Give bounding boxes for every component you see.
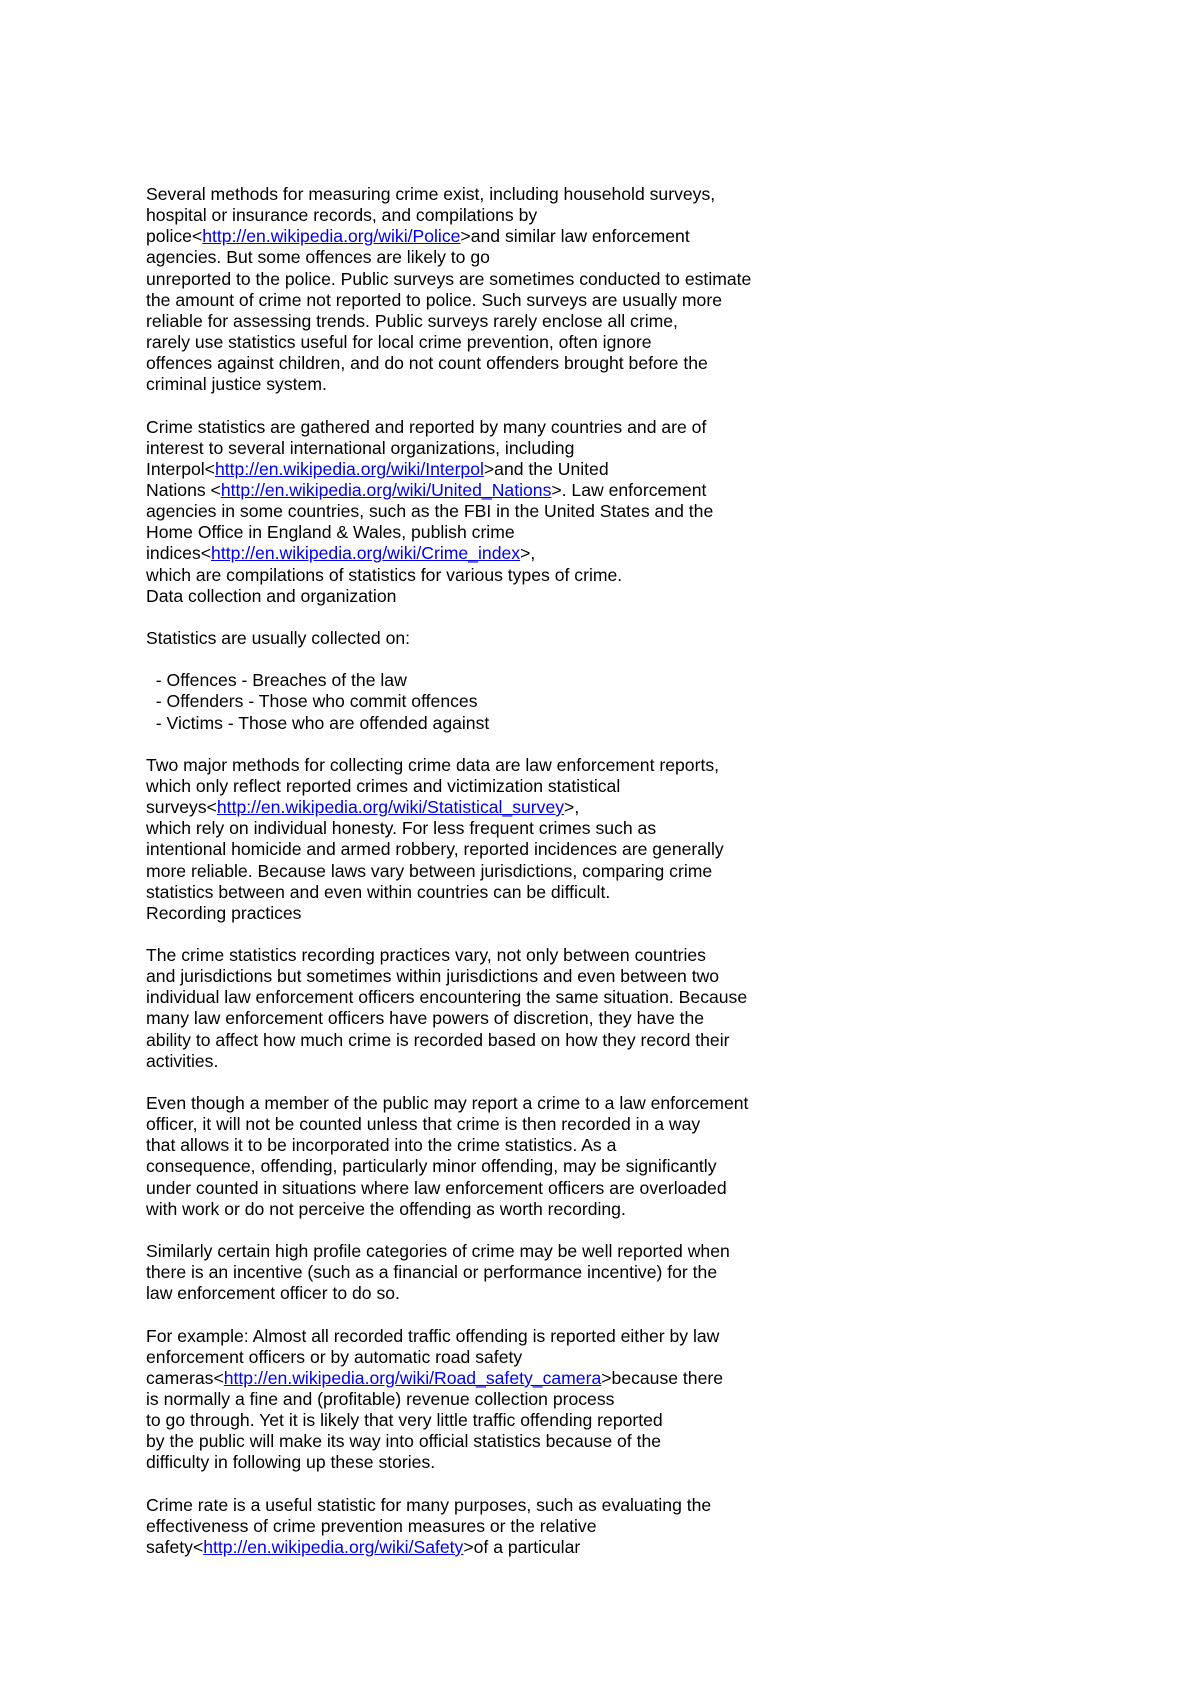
- text-segment: and jurisdictions but sometimes within jurisdictions and even between two: [146, 966, 720, 987]
- text-segment: activities.: [146, 1050, 219, 1071]
- text-segment: >of a particular: [463, 1537, 581, 1557]
- text-segment: - Victims - Those who are offended against: [146, 712, 490, 733]
- blank-line: [146, 1072, 826, 1093]
- text-segment: Similarly certain high profile categories of crime may be well reported when: [146, 1241, 730, 1262]
- text-segment: Recording practices: [146, 902, 302, 923]
- hyperlink[interactable]: http://en.wikipedia.org/wiki/Crime_index: [211, 543, 521, 564]
- text-line: [146, 459, 826, 480]
- text-segment: indices<: [146, 543, 212, 564]
- text-segment: >,: [564, 797, 580, 818]
- text-line: [146, 670, 826, 691]
- text-segment: rarely use statistics useful for local crime prevention, often ignore: [146, 331, 652, 352]
- text-line: [146, 1262, 826, 1283]
- text-segment: >. Law enforcement: [551, 479, 707, 500]
- text-line: [146, 861, 826, 882]
- text-segment: hospital or insurance records, and compilations by: [146, 205, 538, 226]
- text-line: [146, 1389, 826, 1410]
- text-line: [146, 543, 826, 564]
- blank-line: [146, 1474, 826, 1495]
- text-segment: police<: [146, 226, 203, 247]
- text-segment: agencies in some countries, such as the FBI in the United States and the: [146, 501, 714, 522]
- text-segment: >and the United: [483, 458, 609, 479]
- text-line: [146, 1452, 826, 1473]
- text-segment: under counted in situations where law enforcement officers are overloaded: [146, 1177, 727, 1198]
- text-segment: the amount of crime not reported to police. Such surveys are usually more: [146, 289, 722, 310]
- text-line: [146, 1178, 826, 1199]
- text-line: [146, 987, 826, 1008]
- text-line: [146, 522, 826, 543]
- text-line: [146, 586, 826, 607]
- text-line: [146, 1283, 826, 1304]
- document-body: [146, 184, 826, 1558]
- text-segment: Nations <: [146, 479, 221, 500]
- text-segment: Home Office in England & Wales, publish crime: [146, 522, 515, 543]
- text-segment: offences against children, and do not count offenders brought before the: [146, 353, 708, 374]
- text-line: [146, 269, 826, 290]
- text-segment: to go through. Yet it is likely that very little traffic offending reported: [146, 1410, 663, 1431]
- text-line: [146, 565, 826, 586]
- text-line: [146, 501, 826, 522]
- text-line: [146, 882, 826, 903]
- blank-line: [146, 734, 826, 755]
- text-segment: consequence, offending, particularly minor offending, may be significantly: [146, 1156, 717, 1177]
- text-segment: cameras<: [146, 1367, 224, 1388]
- text-line: [146, 903, 826, 924]
- text-line: [146, 691, 826, 712]
- blank-line: [146, 607, 826, 628]
- text-line: [146, 776, 826, 797]
- text-segment: - Offences - Breaches of the law: [146, 670, 407, 691]
- text-segment: which are compilations of statistics for various types of crime.: [146, 564, 623, 585]
- text-line: [146, 797, 826, 818]
- text-line: [146, 205, 826, 226]
- text-segment: individual law enforcement officers encountering the same situation. Because: [146, 987, 748, 1008]
- text-line: [146, 1008, 826, 1029]
- text-segment: officer, it will not be counted unless that crime is then recorded in a way: [146, 1114, 701, 1135]
- text-segment: reliable for assessing trends. Public surveys rarely enclose all crime,: [146, 310, 678, 331]
- text-line: [146, 1410, 826, 1431]
- text-segment: more reliable. Because laws vary between jurisdictions, comparing crime: [146, 860, 713, 881]
- text-segment: Statistics are usually collected on:: [146, 627, 411, 648]
- text-segment: For example: Almost all recorded traffic offending is reported either by law: [146, 1325, 720, 1346]
- text-line: [146, 332, 826, 353]
- text-segment: agencies. But some offences are likely to go: [146, 247, 490, 268]
- text-segment: law enforcement officer to do so.: [146, 1283, 400, 1304]
- text-segment: enforcement officers or by automatic road safety: [146, 1346, 523, 1367]
- text-line: [146, 417, 826, 438]
- text-segment: Crime statistics are gathered and reported by many countries and are of: [146, 416, 707, 437]
- text-line: [146, 1156, 826, 1177]
- blank-line: [146, 395, 826, 416]
- text-segment: difficulty in following up these stories.: [146, 1452, 436, 1473]
- text-segment: which rely on individual honesty. For less frequent crimes such as: [146, 818, 657, 839]
- text-segment: - Offenders - Those who commit offences: [146, 691, 478, 712]
- text-line: [146, 226, 826, 247]
- text-line: [146, 1431, 826, 1452]
- text-line: [146, 1326, 826, 1347]
- text-line: [146, 1368, 826, 1389]
- text-segment: ability to affect how much crime is recorded based on how they record their: [146, 1029, 730, 1050]
- text-line: [146, 438, 826, 459]
- text-line: [146, 1347, 826, 1368]
- hyperlink[interactable]: http://en.wikipedia.org/wiki/Police: [202, 226, 461, 247]
- text-segment: >and similar law enforcement: [460, 226, 690, 247]
- text-line: [146, 1241, 826, 1262]
- text-segment: unreported to the police. Public surveys are sometimes conducted to estimate: [146, 268, 752, 289]
- text-line: [146, 1030, 826, 1051]
- text-segment: statistics between and even within countries can be difficult.: [146, 881, 611, 902]
- hyperlink[interactable]: http://en.wikipedia.org/wiki/Road_safety_camera: [223, 1367, 602, 1388]
- text-segment: Data collection and organization: [146, 585, 397, 606]
- blank-line: [146, 649, 826, 670]
- text-segment: >,: [520, 543, 536, 564]
- text-line: [146, 290, 826, 311]
- text-segment: which only reflect reported crimes and victimization statistical: [146, 775, 621, 796]
- text-line: [146, 311, 826, 332]
- blank-line: [146, 1220, 826, 1241]
- text-line: [146, 1199, 826, 1220]
- text-line: [146, 713, 826, 734]
- text-segment: by the public will make its way into official statistics because of the: [146, 1431, 662, 1452]
- text-line: [146, 480, 826, 501]
- text-segment: effectiveness of crime prevention measures or the relative: [146, 1515, 597, 1536]
- text-line: [146, 1093, 826, 1114]
- text-line: [146, 1537, 826, 1558]
- hyperlink[interactable]: http://en.wikipedia.org/wiki/Interpol: [214, 458, 484, 479]
- text-line: [146, 839, 826, 860]
- text-segment: intentional homicide and armed robbery, reported incidences are generally: [146, 839, 724, 860]
- text-segment: The crime statistics recording practices vary, not only between countries: [146, 945, 706, 966]
- text-line: [146, 184, 826, 205]
- hyperlink[interactable]: http://en.wikipedia.org/wiki/Safety: [203, 1537, 464, 1557]
- text-line: [146, 966, 826, 987]
- text-segment: with work or do not perceive the offending as worth recording.: [146, 1198, 626, 1219]
- text-segment: surveys<: [146, 797, 217, 818]
- text-line: [146, 1051, 826, 1072]
- text-segment: Two major methods for collecting crime data are law enforcement reports,: [146, 754, 720, 775]
- text-line: [146, 1516, 826, 1537]
- text-line: [146, 247, 826, 268]
- text-segment: many law enforcement officers have powers of discretion, they have the: [146, 1008, 705, 1029]
- text-segment: there is an incentive (such as a financial or performance incentive) for the: [146, 1262, 718, 1283]
- text-segment: is normally a fine and (profitable) revenue collection process: [146, 1389, 615, 1410]
- hyperlink[interactable]: http://en.wikipedia.org/wiki/Statistical_survey: [216, 797, 565, 818]
- text-line: [146, 818, 826, 839]
- hyperlink[interactable]: http://en.wikipedia.org/wiki/United_Nations: [220, 479, 552, 500]
- text-segment: interest to several international organizations, including: [146, 437, 575, 458]
- text-line: [146, 374, 826, 395]
- text-line: [146, 945, 826, 966]
- blank-line: [146, 924, 826, 945]
- text-segment: Several methods for measuring crime exist, including household surveys,: [146, 184, 716, 204]
- text-segment: >because there: [601, 1367, 724, 1388]
- text-segment: Even though a member of the public may report a crime to a law enforcement: [146, 1093, 749, 1114]
- text-line: [146, 628, 826, 649]
- blank-line: [146, 1304, 826, 1325]
- text-segment: Interpol<: [146, 458, 215, 479]
- text-line: [146, 1135, 826, 1156]
- text-line: [146, 353, 826, 374]
- text-line: [146, 1495, 826, 1516]
- text-line: [146, 1114, 826, 1135]
- text-line: [146, 755, 826, 776]
- text-segment: safety<: [146, 1537, 204, 1557]
- text-segment: Crime rate is a useful statistic for many purposes, such as evaluating the: [146, 1494, 712, 1515]
- text-segment: that allows it to be incorporated into the crime statistics. As a: [146, 1135, 617, 1156]
- text-segment: criminal justice system.: [146, 374, 327, 395]
